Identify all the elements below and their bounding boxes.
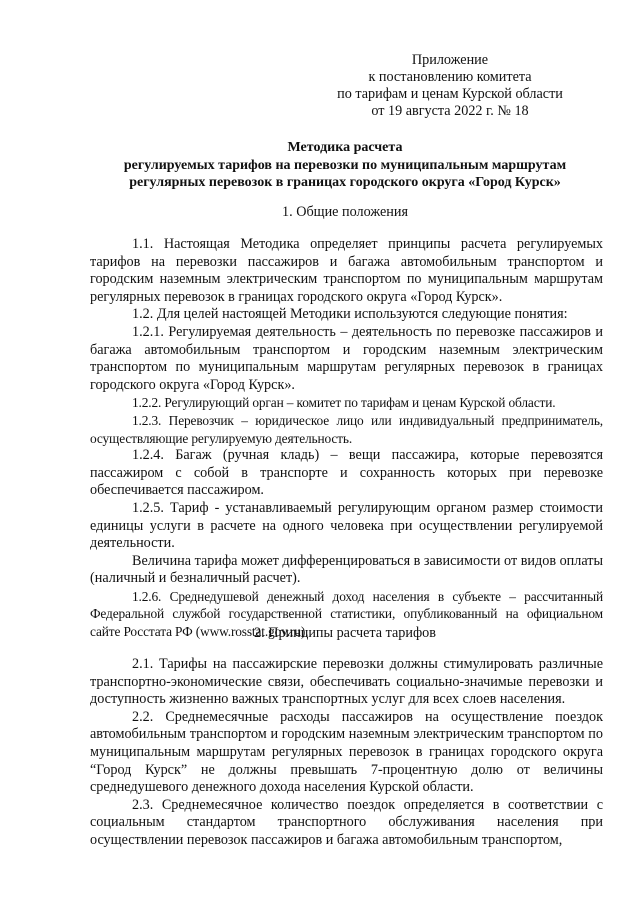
- paragraph: 2.3. Среднемесячное количество поездок определяется в соответствии с социальным стандартом транспортного обслуживания населения при осуществлении перевозок пассажиров и багажа автомобильным транспортом,: [90, 796, 603, 848]
- section-body: [90, 236, 603, 641]
- appendix-line: Приложение: [411, 52, 489, 68]
- paragraph: 1.2.2. Регулирующий орган – комитет по тарифам и ценам Курской области.: [132, 395, 556, 411]
- title-line: регулярных перевозок в границах городского округа «Город Курск»: [129, 175, 561, 190]
- appendix-line: по тарифам и ценам Курской области: [337, 86, 563, 102]
- appendix-line: к постановлению комитета: [368, 69, 532, 85]
- paragraph: 1.2.6. Среднедушевой денежный доход населения в субъекте – рассчитанный Федеральной службой государственной статистики, опубликованный на официальном сайте Росстата РФ (www.rosstat.gov.ru).: [90, 588, 603, 640]
- document-title: [90, 139, 600, 192]
- title-line: Методика расчета: [287, 140, 403, 155]
- paragraph: 1.2.5. Тариф - устанавливаемый регулирующим органом размер стоимости единицы услуги в расчете на одного человека при осуществлении регулируемой деятельности.: [90, 499, 603, 552]
- section-heading: 2. Принципы расчета тарифов: [254, 625, 436, 641]
- paragraph: 1.2.1. Регулируемая деятельность – деятельность по перевозке пассажиров и багажа автомобильным транспортом и городским наземным электрическим транспортом по муниципальным маршрутам регулярных перевозок в границах городского округа «Город Курск».: [90, 323, 603, 393]
- paragraph: 1.1. Настоящая Методика определяет принципы расчета регулируемых тарифов на перевозки пассажиров и багажа автомобильным транспортом и городским наземным электрическим транспортом по муниципальным маршрутам регулярных перевозок в границах городского округа «Город Курск».: [90, 236, 603, 305]
- paragraph: 1.2.3. Перевозчик – юридическое лицо или индивидуальный предприниматель, осуществляющие регулируемую деятельность.: [90, 412, 603, 446]
- paragraph: 1.2. Для целей настоящей Методики используются следующие понятия:: [132, 306, 568, 323]
- appendix-line: от 19 августа 2022 г. № 18: [371, 103, 529, 119]
- section-heading: 1. Общие положения: [282, 204, 408, 220]
- paragraph: 1.2.4. Багаж (ручная кладь) – вещи пассажира, которые перевозятся пассажиром с собой в транспорте и сохранность которых при перевозке обеспечивается пассажиром.: [90, 447, 603, 499]
- appendix-block: [300, 52, 600, 120]
- paragraph: 2.2. Среднемесячные расходы пассажиров на осуществление поездок автомобильным транспортом и городским наземным электрическим транспортом по муниципальным маршрутам регулярных перевозок в границах городского округа “Город Курск” не должны превышать 7-процентную долю от величины среднедушевого денежного дохода населения Курской области.: [90, 708, 603, 796]
- section-body: [90, 656, 603, 850]
- paragraph: Величина тарифа может дифференцироваться в зависимости от видов оплаты (наличный и безналичный расчет).: [90, 552, 603, 587]
- paragraph: 2.1. Тарифы на пассажирские перевозки должны стимулировать различные транспортно-экономические связи, обеспечивать социально-значимые перевозки и доступность жизненно важных транспортных услуг для всех слоев населения.: [90, 656, 603, 708]
- title-line: регулируемых тарифов на перевозки по муниципальным маршрутам: [123, 157, 567, 173]
